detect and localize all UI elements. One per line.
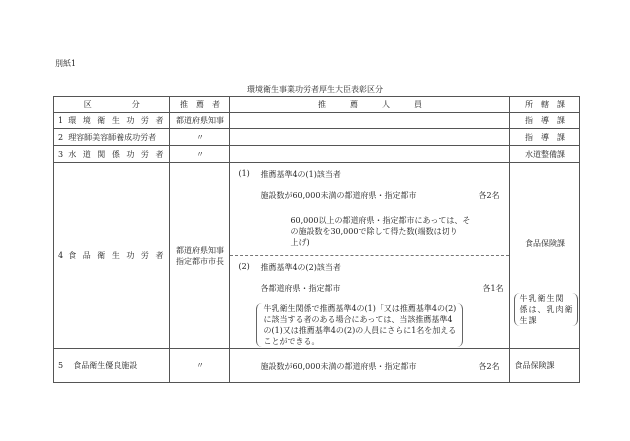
row-number: 2 [58, 132, 64, 142]
item-note [290, 215, 470, 248]
row-number: 4 [58, 251, 64, 260]
item-heading: 推薦基準4の(2)該当者 [260, 263, 341, 272]
table-row [54, 146, 580, 163]
note-line: 上げ) [290, 238, 310, 247]
table-row [54, 163, 580, 349]
category-cell [54, 349, 170, 383]
persons-cell [230, 129, 510, 146]
recommender-cell: 〃 [170, 129, 230, 146]
note-line: 牛乳衛生関係で推薦基準4の(1)「又は推薦基準4の(2) [263, 304, 457, 313]
table-row [54, 129, 580, 146]
category-label: 水 道 関 係 功 労 者 [68, 149, 166, 159]
item-label: (2) [238, 262, 250, 271]
category-cell [54, 163, 170, 349]
recommender-cell: 〃 [170, 146, 230, 163]
category-label: 環 境 衛 生 功 労 者 [68, 116, 166, 125]
page-title: 環境衛生事業功労者厚生大臣表彰区分 [247, 85, 383, 94]
dept-label: 食品保険課 [524, 239, 565, 248]
header-persons: 推 薦 人 員 [230, 97, 510, 113]
item-count: 各2名 [478, 362, 500, 371]
award-table [53, 96, 580, 383]
header-recommender: 推 薦 者 [170, 97, 230, 113]
annex-label: 別紙1 [55, 59, 77, 68]
recommender-cell [170, 163, 230, 349]
row-number: 1 [58, 116, 64, 125]
dept-note [514, 293, 578, 326]
header-dept: 所 轄 課 [510, 97, 580, 113]
row-number: 3 [58, 149, 64, 159]
note-line: の(1)又は推薦基準4の(2)の人員にさらに1名を加える [263, 326, 457, 335]
recommender-line: 都道府県知事 [175, 245, 224, 255]
item-note [256, 303, 463, 347]
item-label: (1) [238, 169, 250, 178]
table-row [54, 349, 580, 383]
note-line: ことができる。 [263, 337, 320, 346]
persons-cell [230, 349, 510, 383]
item-count: 各1名 [482, 284, 504, 293]
item-count: 各2名 [478, 191, 500, 200]
dept-cell [510, 163, 580, 349]
category-label: 食品衛生優良施設 [73, 361, 138, 370]
header-category: 区 分 [54, 97, 170, 113]
category-cell [54, 129, 170, 146]
row-number: 5 [58, 361, 64, 370]
recommender-line: 指定都市市長 [175, 256, 224, 266]
category-label: 理容師美容師養成功労者 [68, 132, 157, 142]
note-line: 牛乳衛生関 [519, 294, 565, 303]
recommender-cell: 〃 [170, 349, 230, 383]
note-line: に該当する者のある場合にあっては、当該推薦基準4 [263, 315, 453, 324]
item-line: 施設数が60,000未満の都道府県・指定都市 [260, 191, 417, 200]
persons-cell [230, 146, 510, 163]
item-line: 各都道府県・指定都市 [260, 284, 341, 293]
note-line: 係は、乳肉衛 [519, 305, 574, 314]
persons-cell [230, 113, 510, 129]
persons-cell [230, 163, 510, 349]
dept-cell: 指 導 課 [510, 113, 580, 129]
note-line: 生課 [519, 316, 538, 325]
category-cell [54, 113, 170, 129]
note-line: 60,000以上の都道府県・指定都市にあっては、そ [290, 216, 471, 225]
recommender-cell: 都道府県知事 [170, 113, 230, 129]
item-line: 施設数が60,000未満の都道府県・指定都市 [260, 362, 417, 371]
dept-cell: 指 導 課 [510, 129, 580, 146]
table-row [54, 113, 580, 129]
dept-cell: 水道整備課 [510, 146, 580, 163]
category-label: 食 品 衛 生 功 労 者 [68, 251, 166, 260]
item-heading: 推薦基準4の(1)該当者 [260, 170, 341, 179]
dashed-divider [230, 255, 509, 256]
note-line: の施設数を30,000で除して得た数(端数は切り [290, 227, 458, 236]
dept-cell: 食品保険課 [510, 349, 580, 383]
table-header-row [54, 97, 580, 113]
category-cell [54, 146, 170, 163]
